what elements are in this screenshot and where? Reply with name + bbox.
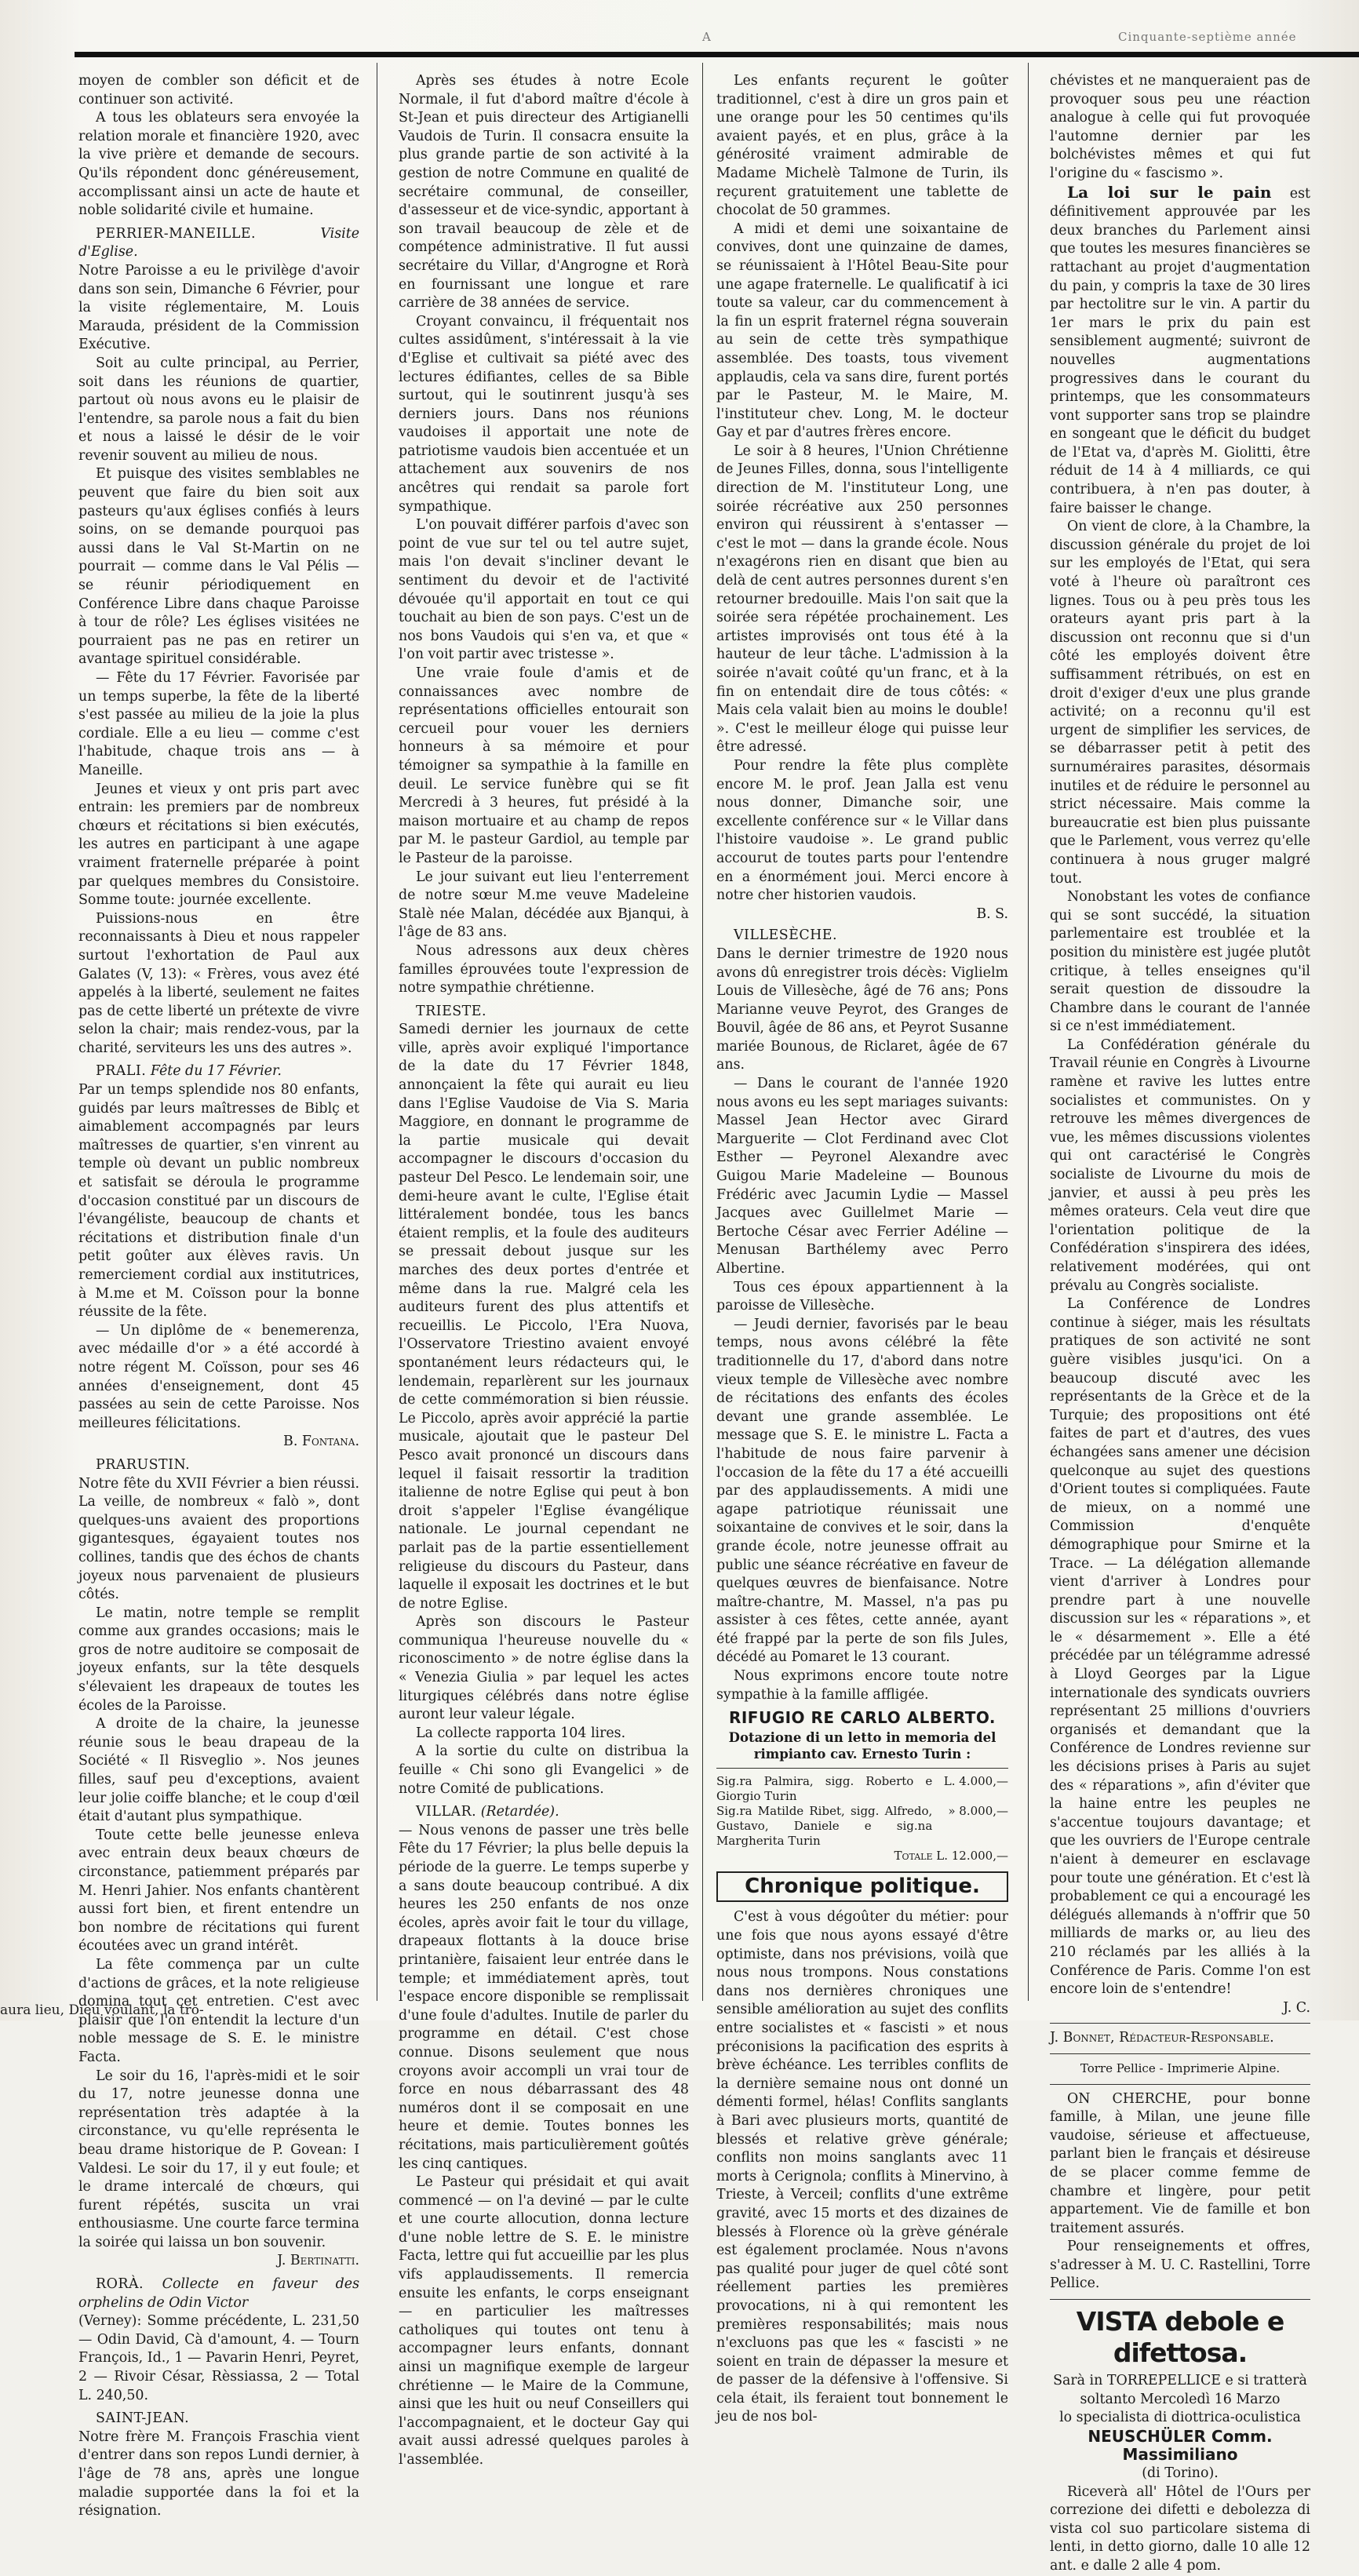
column-1 [78, 72, 359, 2521]
ad-on-cherche: ON CHERCHE, pour bonne famille, à Milan, une jeune fille vaudoise, sérieuse et affectueuse, parlant bien le français et désireuse de se placer comme femme de chambre et lingère, pour petit appartement. Vie de famille et bon traitement assurés. [1050, 2090, 1310, 2236]
paragraph: Jeunes et vieux y ont pris part avec entrain: les premiers par de nombreux chœurs et récitations si bien exécutés, les autres en participant à une agape vraiment fraternelle préparée à point par quelques membres du Consistoire. Somme toute: journée excellente. [78, 781, 359, 909]
paragraph: Pour rendre la fête plus complète encore M. le prof. Jean Jalla est venu nous donner, Dimanche soir, une excellente conférence sur « le Villar dans l'histoire vaudoise ». Le grand public accourut de toutes parts pour l'entendre en a énormément joui. Merci encore à notre cher historien vaudois. [716, 757, 1008, 904]
paragraph: Le soir du 16, l'après-midi et le soir du 17, notre jeunesse donna une représentation très adaptée à la circonstance, vu qu'elle représenta le beau drame historique de P. Govean: I Valdesi. Le soir du 17, il y eut foule; et le drame intercalé de chœurs, qui furent répétés, suscita un vrai enthousiasme. Une courte farce termina la soirée qui laissa un bon souvenir. [78, 2068, 359, 2250]
header-fragment-right: Cinquante-septième année [1118, 30, 1297, 44]
section-villar: VILLAR. (Retardée). [416, 1804, 559, 1820]
rifugio-subtitle: Dotazione di un letto in memoria del rimpianto cav. Ernesto Turin : [728, 1729, 996, 1762]
paragraph: Tous ces époux appartiennent à la paroisse de Villesèche. [716, 1279, 1008, 1314]
paragraph: Après ses études à notre Ecole Normale, il fut d'abord maître d'école à St-Jean et puis directeur des Artigianelli Vaudois de Turin. Il consacra ensuite la plus grande partie de son activité à la gestion de notre Commune en qualité de secrétaire communal, de conseiller, d'assesseur et de vice-syndic, apportant à son travail beaucoup de zèle et de compétence administrative. Il fut aussi secrétaire du Villar, d'Angrogne et Rorà en fournissant une longue et rare carrière de 38 années de service. [399, 73, 689, 312]
section-villeseche: VILLESÈCHE. [734, 927, 838, 944]
paragraph: L'on pouvait différer parfois d'avec son point de vue sur tel ou tel autre sujet, mais l'on devait s'incliner devant le sentiment du devoir et de l'activité dévouée qu'il apportait en tout ce qui touchait au bien de son pays. C'est un de nos bons Vaudois qui s'en va, et que « l'on voit partir avec tristesse ». [399, 517, 689, 663]
paragraph: chévistes et ne manqueraient pas de provoquer sous peu une réaction analogue à celle qui fut provoquée l'automne dernier par les bolchévistes mêmes et qui fut l'origine du « fascismo ». [1050, 73, 1310, 181]
paragraph: Par un temps splendide nos 80 enfants, guidés par leurs maîtresses de Biblç et aimablement accompagnés par leurs maîtresses de quartier, s'en vinrent au temple où devant un public nombreux et satisfait se déroula le programme d'occasion constitué par un discours de l'évangéliste, beaucoup de chants et récitations et distribution finale d'un petit goûter aux élèves ravis. Un remerciement cordial aux institutrices, à M.me et M. Coïsson pour la bonne réussite de la fête. [78, 1082, 359, 1321]
donation-row: Sig.ra Matilde Ribet, sigg. Alfredo, Gustavo, Daniele e sig.na Margherita Turin » 8.000,— [716, 1803, 1008, 1848]
paragraph: Une vraie foule d'amis et de connaissances avec nombre de représentations officielles entourait son cercueil pour vouer les derniers honneurs à sa mémoire et pour témoigner sa sympathie à la famille en deuil. Le service funèbre qui se fit Mercredi à 3 heures, fut présidé à la maison mortuaire et au champ de repos par M. le pasteur Gardiol, au temple par le Pasteur de la paroisse. [399, 665, 689, 866]
paragraph: Nous adressons aux deux chères familles éprouvées toute l'expression de notre sympathie chrétienne. [399, 942, 689, 997]
paragraph: La Confédération générale du Travail réunie en Congrès à Livourne ramène et ravive les luttes entre socialistes et communistes. On y retrouve les mêmes divergences de vue, les mêmes discussions violentes qui ont caractérisé le Congrès socialiste de Livourne du mois de janvier, et aussi à peu près les mêmes orateurs. Cela veut dire que l'orientation politique de la Confédération s'inspirera des idées, relativement modérées, qui ont prévalu au Congrès socialiste. [1050, 1037, 1310, 1294]
divider [1050, 2084, 1310, 2085]
signature: J. Bertinatti. [277, 2253, 359, 2269]
rifugio-title: RIFUGIO RE CARLO ALBERTO. [728, 1708, 996, 1728]
printer-line: Torre Pellice - Imprimerie Alpine. [1080, 2060, 1281, 2075]
paragraph: — Jeudi dernier, favorisés par le beau temps, nous avons célébré la fête traditionnelle du 17, d'abord dans notre vieux temple de Villesèche avec nombre de récitations des enfants des écoles devant une grande assemblée. Le message que S. E. le ministre L. Facta a l'habitude de nous faire parvenir à l'occasion de la fête du 17 a été accueilli par des applaudissements. A midi une agape patriotique réunissait une soixantaine de convives et le soir, dans la grande école, notre jeunesse offrait au public une séance récréative en faveur de quelques œuvres de bienfaisance. Notre maître-chantre, M. Massel, n'a pas pu assister à ces fêtes, cette année, ayant été frappé par la perte de son fils Jules, décédé au Pomaret le 13 courant. [716, 1316, 1008, 1666]
column-4 [1050, 72, 1310, 2576]
footer-snippet: aura lieu, Dieu voulant, la tro- [0, 2002, 204, 2018]
signature: B. S. [976, 905, 1008, 922]
paragraph: Notre Paroisse a eu le privilège d'avoir dans son sein, Dimanche 6 Février, pour la visite réglementaire, M. Louis Marauda, président de la Commission Exécutive. [78, 262, 359, 353]
paragraph: Le jour suivant eut lieu l'enterrement de notre sœur M.me veuve Madeleine Stalè née Malan, décédée aux Bjanqui, à l'âge de 83 ans. [399, 869, 689, 941]
paragraph: — Un diplôme de « benemerenza, avec médaille d'or » a été accordé à notre régent M. Coïsson, pour ses 46 années d'enseignement, dont 45 passées au sein de cette Paroisse. Nos meilleures félicitations. [78, 1322, 359, 1431]
paragraph: Après son discours le Pasteur communiqua l'heureuse nouvelle du « riconoscimento » de notre église dans la « Venezia Giulia » par lequel les actes liturgiques célébrés dans notre église auront leur valeur légale. [399, 1614, 689, 1723]
paragraph: moyen de combler son déficit et de continuer son activité. [78, 73, 359, 107]
paragraph: Soit au culte principal, au Perrier, soit dans les réunions de quartier, partout où nous avons eu le plaisir de l'entendre, sa parole nous a fait du bien et nous a laissé le désir de le voir revenir souvent au milieu de nous. [78, 355, 359, 464]
header-fragment-left: A [702, 30, 712, 44]
paragraph: La collecte rapporta 104 lires. [416, 1725, 626, 1741]
paragraph: Le matin, notre temple se remplit comme aux grandes occasions; mais le gros de notre auditoire se composait de joyeux enfants, sur la tête desquels s'élevaient les drapeaux de toutes les écoles de la Paroisse. [78, 1605, 359, 1714]
header-rule [75, 52, 1359, 57]
paragraph: A midi et demi une soixantaine de convives, dont une quinzaine de dames, se réunissaient à l'Hôtel Beau-Site pour une agape fraternelle. Le qualificatif à ici toute sa valeur, car du commencement à la fin un esprit fraternel régna souverain au sein de cette très sympathique assemblée. Des toasts, tous vivement applaudis, cela va sans dire, furent portés par le Pasteur, M. le Maire, M. l'instituteur chev. Long, M. le docteur Gay et par d'autres frères encore. [716, 220, 1008, 441]
paragraph: — Fête du 17 Février. Favorisée par un temps superbe, la fête de la liberté s'est passée au milieu de la joie la plus cordiale. Elle a eu lieu — comme c'est l'habitude, chaque trois ans — à Maneille. [78, 670, 359, 778]
section-trieste: TRIESTE. [416, 1003, 486, 1019]
paragraph: La loi sur le pain est définitivement approuvée par les deux branches du Parlement ainsi que toutes les mesures financières se rattachant au projet d'augmentation du pain, y compris la taxe de 30 lires par hectolitre sur le vin. A partir du 1er mars le prix du pain est sensiblement augmenté; suivront de nouvelles augmentations progressives dans le courant du printemps, que les consommateurs vont supporter sans trop se plaindre en songeant que le déficit du budget de l'Etat va, d'après M. Giolitti, être réduit de 14 à 4 milliards, ce qui contribuera, à n'en pas douter, à faire baisser le change. [1050, 182, 1311, 516]
vista-ad-details: Riceverà all' Hôtel de l'Ours per correzione dei difetti e debolezza di vista col suo particolare sistema di lenti, in detto giorno, dalle 10 alle 12 ant. e dalle 2 alle 4 pom. [1050, 2483, 1310, 2574]
section-prali: PRALI. Fête du 17 Février. [96, 1063, 282, 1080]
signature: B. Fontana. [283, 1434, 359, 1450]
divider [1050, 2023, 1310, 2024]
paragraph: Le Pasteur qui présidait et qui avait commencé — on l'a deviné — par le culte et une courte allocution, donna lecture d'une noble lettre de S. E. le ministre Facta, lettre qui fut accueillie par les plus vifs applaudissements. Il remercia ensuite les enfants, le corps enseignant — en particulier les maîtresses catholiques qui toutes ont tenu à accompagner leurs enfants, donnant ainsi un magnifique exemple de largeur chrétienne — le Maire de la Commune, ainsi que les huit ou neuf Conseillers qui l'accompagnaient, et le docteur Gay qui avait aussi adressé quelques paroles à l'assemblée. [399, 2174, 689, 2468]
paragraph: Et puisque des visites semblables ne peuvent que faire du bien soit aux pasteurs qu'aux églises confiés à leurs soins, on se demande pourquoi pas aussi dans le Val St-Martin on ne pourrait — comme dans le Val Pélis — se réunir périodiquement en Conférence Libre dans chaque Paroisse à tour de rôle? Les églises visitées ne pourraient pas ne pas en retirer un avantage spirituel considérable. [78, 466, 359, 668]
paragraph: A tous les oblateurs sera envoyée la relation morale et financière 1920, avec la vive prière et demande de secours. Qu'ils répondent donc généreusement, accomplissant ainsi un acte de haute et noble solidarité civile et humaine. [78, 110, 359, 219]
paragraph: — Dans le courant de l'année 1920 nous avons eu les sept mariages suivants: Massel Jean Hector avec Girard Marguerite — Clot Ferdinand avec Clot Esther — Peyronel Alexandre avec Guigou Marie Madeleine — Bounous Frédéric avec Jacumin Lydie — Massel Jacques avec Guillelmet Marie — Bertoche César avec Ferrier Adéline — Menusan Barthélemy avec Perro Albertine. [716, 1076, 1008, 1277]
paragraph: Notre frère M. François Fraschia vient d'entrer dans son repos Lundi dernier, à l'âge de 78 ans, après une longue maladie supportée dans la foi et la résignation. [78, 2428, 359, 2520]
donation-total: Totale L. 12.000,— [894, 1848, 1008, 1863]
paragraph: Dans le dernier trimestre de 1920 nous avons dû enregistrer trois décès: Viglielm Louis de Villesèche, âgé de 76 ans; Pons Marianne veuve Peyrot, des Granges de Bouvil, âgée de 86 ans, et Peyrot Susanne mariée Bounous, de Riclaret, âgée de 67 ans. [716, 946, 1008, 1073]
paragraph: Notre fête du XVII Février a bien réussi. La veille, de nombreux « falò », dont quelques-uns avaient des proportions gigantesques, égayaient toutes nos collines, tandis que des échos de chants joyeux nous parvenaient de plusieurs côtés. [78, 1475, 359, 1603]
divider [1050, 2299, 1310, 2300]
paragraph: (Verney): Somme précédente, L. 231,50 — Odin David, Cà d'amount, 4. — Tourn François, Id., 1 — Pavarin Henri, Peyret, 2 — Rivoir César, Rèssiassa, 2 — Total L. 240,50. [78, 2313, 359, 2403]
vista-ad-name: NEUSCHÜLER Comm. Massimiliano [1088, 2426, 1273, 2465]
chronique-title: Chronique politique. [716, 1871, 1008, 1903]
vista-ad-line: Sarà in TORREPELLICE e si tratterà soltanto Mercoledì 16 Marzo [1053, 2373, 1307, 2407]
section-rora: RORÀ. Collecte en faveur des orphelins de Odin Victor [78, 2276, 360, 2311]
editor-line: J. Bonnet, Rédacteur-Responsable. [1050, 2030, 1274, 2046]
divider [1050, 2053, 1310, 2054]
vista-ad-title: VISTA debole e difettosa. [1076, 2306, 1284, 2369]
paragraph: On vient de clore, à la Chambre, la discussion générale du projet de loi sur les employés de l'Etat, qui sera voté à l'heure où paraîtront ces lignes. Tous ou à peu près tous les orateurs ayant pris part à la discussion ont reconnu que si d'un côté les employés doivent être suffisamment rétribués, on est en droit d'exiger d'eux une plus grande activité; on a reconnu qu'il est urgent de simplifier les services, de se débarrasser petit à petit des surnuméraires parasites, désormais inutiles et de réduire le personnel au strict nécessaire. Mais comme la bureaucratie est bien plus puissante que le Parlement, vous verrez qu'elle continuera à nous gruger malgré tout. [1050, 519, 1310, 887]
paragraph: — Nous venons de passer une très belle Fête du 17 Février; la plus belle depuis la période de la guerre. Le temps superbe y a sans doute beaucoup contribué. A dix heures les 250 enfants de nos onze écoles, après avoir fait le tour du village, drapeaux flottants à la douce brise printanière, faisaient leur entrée dans le temple; et immédiatement après, tout l'espace encore disponible se remplissait d'une foule d'adultes. Inutile de parler du programme en détail. C'est chose connue. Disons seulement que nous croyons avoir accompli un vrai tour de force en nous débarrassant des 48 numéros dont il se composait en une heure et demie. Toutes bonnes les récitations, mais particulièrement goûtés les cinq cantiques. [399, 1822, 689, 2172]
column-2 [399, 72, 689, 2470]
paragraph: Le soir à 8 heures, l'Union Chrétienne de Jeunes Filles, donna, sous l'intelligente direction de M. l'instituteur Long, une soirée récréative aux 250 personnes environ qui réussirent à s'entasser — c'est le mot — dans la grande école. Nous n'exagérons rien en disant que bien au delà de cent autres personnes durent s'en retourner bredouille. Mais l'on sait que la soirée sera répétée prochainement. Les artistes improvisés ont tous été à la hauteur de leur tâche. L'admission à la soirée n'avait coûté qu'un franc, et à la fin on entendait dire de tous côtés: « Mais cela valait bien au moins le double! ». C'est le meilleur éloge qui puisse leur être adressé. [716, 443, 1008, 756]
paragraph: Croyant convaincu, il fréquentait nos cultes assidûment, s'intéressait à la vie d'Eglise et cultivait sa piété avec des lectures édifiantes, celles de sa Bible surtout, qui le soutinrent jusqu'à ses derniers jours. Dans nos réunions vaudoises il apportait une note de patriotisme vaudois bien accentuée et un attachement aux souvenirs de nos ancêtres qui rendait sa parole fort sympathique. [399, 313, 689, 515]
paragraph: Nonobstant les votes de confiance qui se sont succédé, la situation parlementaire est troublée et la position du ministère est jugée plutôt critique, à telles enseignes qu'il serait question de dissoudre la Chambre dans le courant de l'année si ce n'est immédiatement. [1050, 889, 1310, 1035]
section-perrier: PERRIER-MANEILLE. Visite d'Eglise. [78, 225, 359, 261]
section-prarustin: PRARUSTIN. [96, 1456, 191, 1473]
paragraph: A droite de la chaire, la jeunesse réunie sous le beau drapeau de la Société « Il Risveglio ». Nos jeunes filles, sauf peu d'exceptions, avaient leur jolie coiffe blanche; et le coup d'œil était d'autant plus sympathique. [78, 1716, 359, 1825]
ad-contact: Pour renseignements et offres, s'adresser à M. U. C. Rastellini, Torre Pellice. [1050, 2239, 1310, 2292]
signature: J. C. [1283, 1999, 1310, 2016]
column-divider [702, 63, 703, 2001]
section-saint-jean: SAINT-JEAN. [96, 2410, 190, 2427]
paragraph: Les enfants reçurent le goûter traditionnel, c'est à dire un gros pain et une orange pour les 50 centimes qu'ils avaient payés, et en plus, grâce à la générosité vraiment admirable de Madame Michelè Talmone de Turin, ils reçurent gratuitement une tablette de chocolat de 50 grammes. [716, 73, 1008, 219]
paragraph: A la sortie du culte on distribua la feuille « Chi sono gli Evangelici » de notre Comité de publications. [399, 1743, 689, 1797]
page-header [75, 28, 1359, 49]
paragraph: Puissions-nous en être reconnaissants à Dieu et nous rappeler surtout l'exhortation de Paul aux Galates (V, 13): « Frères, vous avez été appelés à la liberté, seulement ne faites pas de cette liberté un prétexte de vivre selon la chair; mais rendez-vous, par la charité, serviteurs les uns des autres ». [78, 910, 359, 1056]
paragraph: La Conférence de Londres continue à siéger, mais les résultats pratiques de son activité ne sont guère visibles jusqu'ici. On a beaucoup discuté avec les représentants de la Grèce et de la Turquie; des propositions ont été faites de part et d'autres, des vues échangées sans amener une décision quelconque au sujet des questions d'Orient toutes si compliquées. Faute de mieux, on a nommé une Commission d'enquête démographique pour Smirne et la Trace. — La délégation allemande vient d'arriver à Londres pour prendre part à une nouvelle discussion sur les « réparations », et le « désarmement ». Elle a été précédée par un télégramme adressé à Lloyd Georges par la Ligue internationale des syndicats ouvriers représentant 25 millions d'ouvriers organisés et demandant que la Conférence de Londres revienne sur les décisions prises à Paris au sujet des « réparations », afin d'éviter que la haine entre les peuples ne s'accentue toujours davantage; et que les ouvriers de l'Europe centrale n'aient à demeurer en esclavage pour toute une génération. Et c'est là probablement ce qui a encouragé les délégués allemands à n'offrir que 50 milliards de marks or, au lieu des 210 réclamés par les alliés à la Conférence de Paris. Comme l'on est encore loin de s'entendre! [1050, 1296, 1310, 1998]
divider [716, 1768, 1008, 1769]
vista-ad-line: lo specialista di diottrica-oculistica [1059, 2410, 1301, 2426]
donation-row: Sig.ra Palmira, sigg. Roberto e Giorgio Turin L. 4.000,— [716, 1773, 1008, 1803]
column-3 [716, 72, 1008, 2427]
paragraph: C'est à vous dégoûter du métier: pour une fois que nous ayons essayé d'être optimiste, dans nos prévisions, voilà que nous nous trompons. Nous constations dans nos dernières chroniques une sensible amélioration au sujet des conflits entre socialistes et « fascisti » et nous préconisions la pacification des esprits à brève échéance. Les terribles conflits de la dernière semaine nous ont donné un démenti formel, hélas! Conflits sanglants à Bari avec plusieurs morts, quantité de blessés et relative grève générale; conflits non moins sanglants avec 11 morts à Cerignola; conflits à Minervino, à Trieste, à Verceil; conflits d'une extrême gravité, avec 15 morts et des dizaines de blessés à Florence où la grève générale est également proclamée. Nous n'avons pas qualité pour juger de quel côté sont réellement parties les premières provocations, ni à qui remontent les premières responsabilités; mais nous n'excluons pas que les « fascisti » ne soient en train de dépasser la mesure et de passer de la défensive à l'offensive. Si cela était, ils feraient tout bonnement le jeu de nos bol- [716, 1909, 1008, 2425]
paragraph: Toute cette belle jeunesse enleva avec entrain deux beaux chœurs de circonstance, patiemment préparés par M. Henri Jahier. Nos enfants chantèrent aussi fort bien, et firent entendre un bon nombre de récitations qui furent écoutées avec un grand intérêt. [78, 1827, 359, 1955]
paragraph: La fête commença par un culte d'actions de grâces, et la note religieuse domina tout cet entretien. C'est avec plaisir que l'on entendit la lecture d'un noble message de S. E. le ministre Facta. [78, 1956, 359, 2065]
vista-ad-line: (di Torino). [1142, 2465, 1219, 2482]
paragraph: Samedi dernier les journaux de cette ville, après avoir expliqué l'importance de la date du 17 Février 1848, annonçaient la fête qui aurait eu lieu dans l'Eglise Vaudoise de Via S. Maria Maggiore, en donnant le programme de la partie musicale qui devait accompagner le discours d'occasion du pasteur Del Pesco. Le lendemain soir, une demi-heure avant le culte, l'Eglise était littéralement bondée, tous les bancs étaient remplis, et la foule des auditeurs se pressait debout jusque sur les marches des deux portes d'entrée et même dans la rue. Malgré cela les auditeurs furent des plus attentifs et recueillis. Le Piccolo, l'Era Nuova, l'Osservatore Triestino avaient envoyé spontanément leurs rédacteurs qui, le lendemain, reparlèrent sur les journaux de cette commémoration si bien réussie. Le Piccolo, après avoir apprécié la partie musicale, ajoutait que le pasteur Del Pesco avait prononcé un discours dans lequel il faisait ressortir la tradition italienne de notre Eglise qui peut à bon droit s'appeler l'Eglise évangélique nationale. Le journal cependant ne parlait pas de la partie essentiellement religieuse du discours du Pasteur, dans laquelle il exposait les doctrines et le but de notre Eglise. [399, 1022, 689, 1612]
paragraph: Nous exprimons encore toute notre sympathie à la famille affligée. [716, 1668, 1008, 1703]
column-divider [1028, 63, 1029, 2001]
